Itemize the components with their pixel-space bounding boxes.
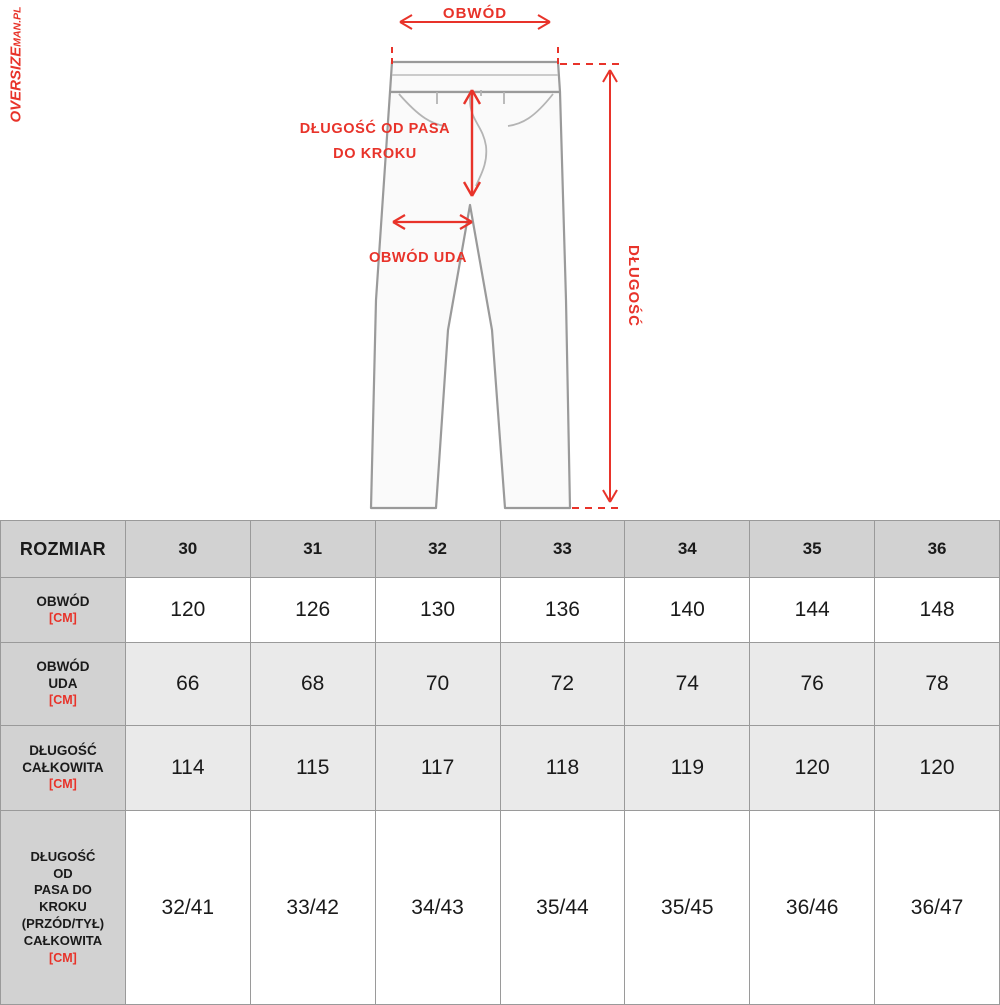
- row-label-inseam-unit: [CM]: [49, 951, 77, 966]
- cell-inseam-34: 35/45: [625, 811, 750, 1005]
- header-size-31: 31: [250, 521, 375, 578]
- cell-waist-32: 130: [375, 578, 500, 643]
- row-label-waist-unit: [CM]: [49, 610, 77, 625]
- row-label-thigh-unit: [CM]: [49, 693, 77, 708]
- thigh-label: OBWÓD UDA: [368, 250, 468, 266]
- header-row-label: ROZMIAR: [1, 521, 126, 578]
- cell-total-length-36: 120: [875, 726, 1000, 811]
- cell-waist-34: 140: [625, 578, 750, 643]
- row-label-inseam-line-3: PASA DO: [34, 882, 92, 898]
- row-label-inseam-line-6: CAŁKOWITA: [23, 933, 103, 949]
- header-size-30: 30: [125, 521, 250, 578]
- header-size-35: 35: [750, 521, 875, 578]
- row-label-total-length-line-2: CAŁKOWITA: [22, 760, 104, 776]
- header-size-34: 34: [625, 521, 750, 578]
- cell-waist-30: 120: [125, 578, 250, 643]
- waist-measure-annotation: [392, 15, 558, 66]
- cell-thigh-30: 66: [125, 643, 250, 726]
- row-label-inseam-line-1: DŁUGOŚĆ: [30, 848, 96, 864]
- cell-inseam-31: 33/42: [250, 811, 375, 1005]
- row-label-waist-line-1: OBWÓD: [36, 593, 90, 609]
- cell-thigh-32: 70: [375, 643, 500, 726]
- length-label: DŁUGOŚĆ: [625, 245, 642, 327]
- header-size-36: 36: [875, 521, 1000, 578]
- cell-thigh-36: 78: [875, 643, 1000, 726]
- row-label-thigh-line-1: OBWÓD: [36, 659, 90, 675]
- cell-waist-35: 144: [750, 578, 875, 643]
- cell-inseam-32: 34/43: [375, 811, 500, 1005]
- cell-total-length-31: 115: [250, 726, 375, 811]
- cell-inseam-33: 35/44: [500, 811, 625, 1005]
- watermark-suffix: MAN.PL: [11, 6, 24, 47]
- row-label-inseam: [1, 811, 126, 1005]
- watermark-brand: OVERSIZE: [7, 46, 25, 123]
- row-label-total-length-line-1: DŁUGOŚĆ: [29, 743, 97, 759]
- cell-thigh-34: 74: [625, 643, 750, 726]
- row-label-inseam-line-2: OD: [53, 865, 73, 881]
- cell-inseam-35: 36/46: [750, 811, 875, 1005]
- header-size-33: 33: [500, 521, 625, 578]
- cell-total-length-32: 117: [375, 726, 500, 811]
- cell-inseam-36: 36/47: [875, 811, 1000, 1005]
- length-measure-annotation: [603, 70, 617, 502]
- table-header-row: [1, 521, 1000, 578]
- cell-total-length-30: 114: [125, 726, 250, 811]
- cell-thigh-35: 76: [750, 643, 875, 726]
- waist-label: OBWÓD: [442, 5, 508, 22]
- cell-waist-31: 126: [250, 578, 375, 643]
- cell-waist-36: 148: [875, 578, 1000, 643]
- cell-thigh-31: 68: [250, 643, 375, 726]
- table-row: [1, 726, 1000, 811]
- table-row: [1, 643, 1000, 726]
- row-label-total-length-unit: [CM]: [49, 777, 77, 792]
- cell-total-length-35: 120: [750, 726, 875, 811]
- cell-total-length-34: 119: [625, 726, 750, 811]
- row-label-thigh: [1, 643, 126, 726]
- inseam-label-line2: DO KROKU: [333, 146, 417, 162]
- table-row: [1, 578, 1000, 643]
- inseam-label-line1: DŁUGOŚĆ OD PASA: [299, 121, 451, 137]
- row-label-thigh-line-2: UDA: [48, 676, 78, 692]
- row-label-total-length: [1, 726, 126, 811]
- size-chart-table: [0, 520, 1000, 1005]
- header-size-32: 32: [375, 521, 500, 578]
- cell-thigh-33: 72: [500, 643, 625, 726]
- row-label-inseam-line-5: (PRZÓD/TYŁ): [21, 916, 105, 932]
- row-label-inseam-line-4: KROKU: [39, 899, 87, 915]
- table-row: [1, 811, 1000, 1005]
- row-label-waist: [1, 578, 126, 643]
- cell-total-length-33: 118: [500, 726, 625, 811]
- cell-waist-33: 136: [500, 578, 625, 643]
- cell-inseam-30: 32/41: [125, 811, 250, 1005]
